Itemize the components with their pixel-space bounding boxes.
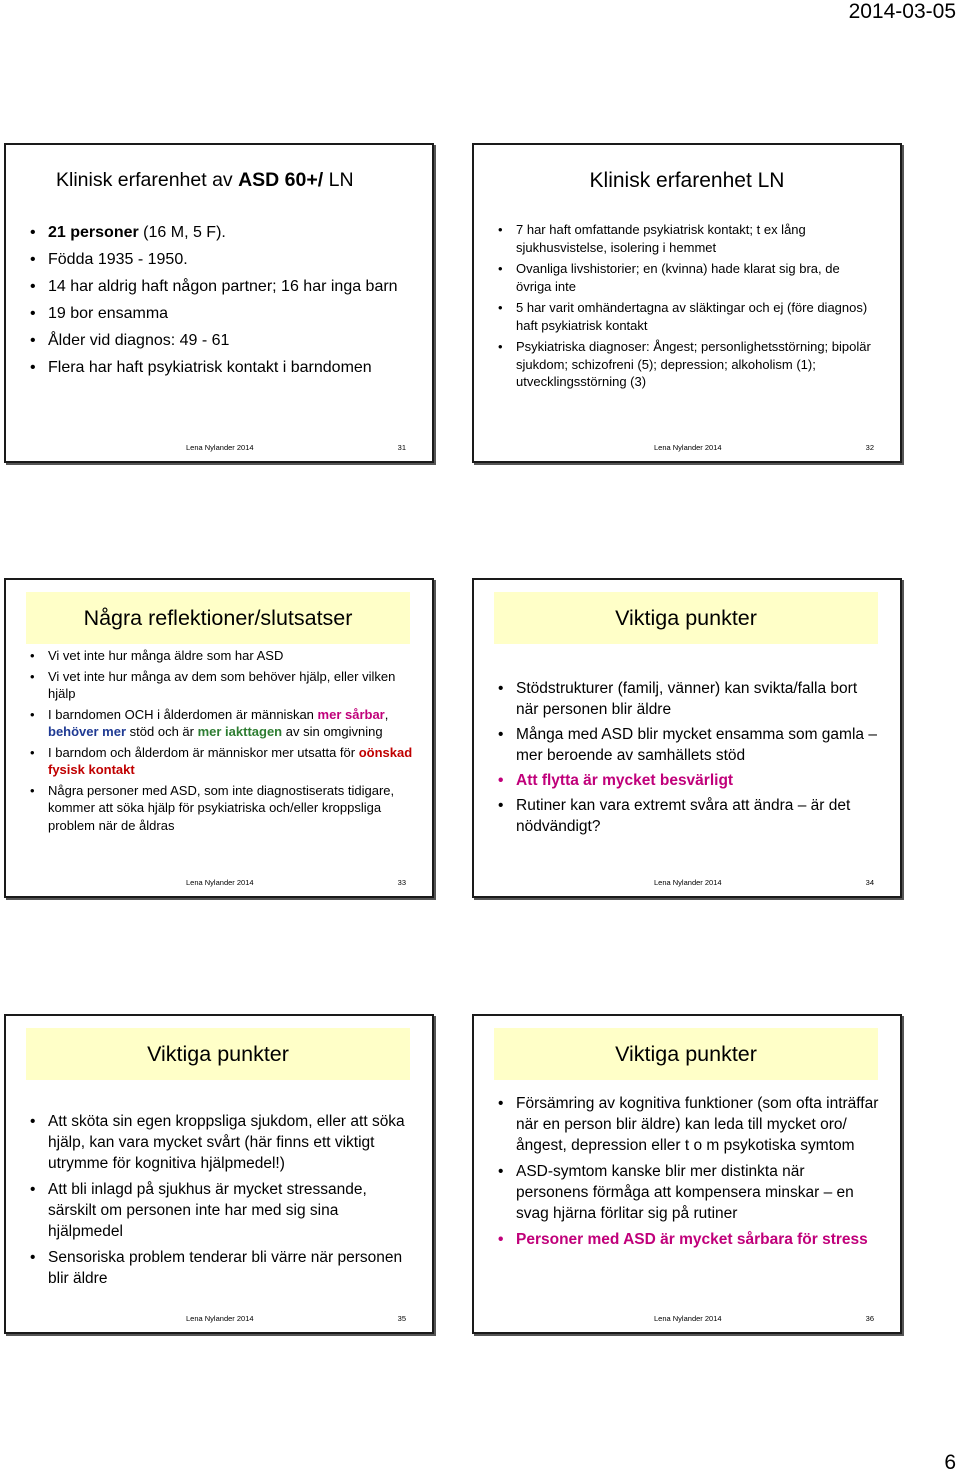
bullet-text: av sin omgivning (282, 724, 383, 739)
bullet-list (28, 1111, 412, 1294)
slide-title: Viktiga punkter (494, 1028, 878, 1080)
slide-32 (472, 143, 902, 463)
bullet-item: • Stödstrukturer (familj, vänner) kan svikta/falla bort när personen blir äldre (496, 678, 880, 720)
slide-number: 35 (397, 1314, 406, 1323)
bullet-item: • Att sköta sin egen kroppsliga sjukdom, eller att söka hjälp, kan vara mycket svårt (här finns ett viktigt utrymme för kognitiva hjälpmedel!) (28, 1111, 412, 1174)
bullet-item (28, 706, 418, 741)
slide-title-part: LN (323, 169, 354, 191)
bullet-item: • ASD-symtom kanske blir mer distinkta när personens förmåga att kompensera minskar – en svag hjärna förlitar sig på rutiner (496, 1161, 880, 1224)
slide-footer-author: Lena Nylander 2014 (186, 1314, 254, 1323)
bullet-item: • Försämring av kognitiva funktioner (som ofta inträffar när en person blir äldre) kan leda till mycket oro/ångest, depression eller t o m psykotiska symtom (496, 1093, 880, 1156)
slide-31 (4, 143, 434, 463)
page-date: 2014-03-05 (848, 0, 956, 23)
page-number: 6 (944, 1451, 956, 1474)
slide-36 (472, 1014, 902, 1334)
highlight-behover-mer: behöver mer (48, 724, 127, 739)
slide-35 (4, 1014, 434, 1334)
bullet-list (496, 221, 876, 395)
bullet-item (28, 744, 418, 779)
slide-number: 32 (865, 443, 874, 452)
bullet-item-highlight: • Personer med ASD är mycket sårbara för stress (496, 1229, 880, 1250)
bullet-item: • Flera har haft psykiatrisk kontakt i barndomen (28, 356, 408, 379)
highlight-mer-sarbar: mer sårbar (317, 706, 385, 722)
bullet-item: • Födda 1935 - 1950. (28, 248, 408, 271)
slide-footer-author: Lena Nylander 2014 (186, 878, 254, 887)
bullet-item: • 7 har haft omfattande psykiatrisk kontakt; t ex lång sjukhusvistelse, isolering i hemmet (496, 221, 876, 256)
slide-title: Några reflektioner/slutsatser (26, 592, 410, 644)
bullet-item: • 5 har varit omhändertagna av släktingar och ej (före diagnos) haft psykiatrisk kontakt (496, 299, 876, 334)
bullet-item: • 14 har aldrig haft någon partner; 16 har inga barn (28, 275, 408, 298)
slide-title: Klinisk erfarenhet LN (589, 169, 785, 192)
bullet-item: • Några personer med ASD, som inte diagnostiserats tidigare, kommer att söka hjälp för psykiatriska och/eller kroppsliga problem när de åldras (28, 782, 418, 835)
bullet-text: , (384, 706, 389, 722)
slide-title-part: Klinisk erfarenhet av (56, 169, 239, 191)
slide-footer-author: Lena Nylander 2014 (654, 443, 722, 452)
bullet-item-highlight: • Att flytta är mycket besvärligt (496, 770, 880, 791)
highlight-oonskad-kontakt: oönskad fysisk kontakt (48, 744, 413, 777)
slide-number: 34 (865, 878, 874, 887)
bullet-item: • Vi vet inte hur många äldre som har ASD (28, 647, 418, 665)
slide-footer-author: Lena Nylander 2014 (186, 443, 254, 452)
slide-33 (4, 578, 434, 898)
bullet-item: • Många med ASD blir mycket ensamma som gamla – mer beroende av samhällets stöd (496, 724, 880, 766)
bullet-list (28, 647, 418, 837)
bullet-item: • Ovanliga livshistorier; en (kvinna) hade klarat sig bra, de övriga inte (496, 260, 876, 295)
bullet-list (496, 1093, 880, 1255)
bullet-list (496, 678, 880, 841)
bullet-item: • Sensoriska problem tenderar bli värre när personen blir äldre (28, 1247, 412, 1289)
bullet-item: • Rutiner kan vara extremt svåra att ändra – är det nödvändigt? (496, 795, 880, 837)
slide-footer-author: Lena Nylander 2014 (654, 1314, 722, 1323)
slide-number: 31 (397, 443, 406, 452)
bullet-item: • Att bli inlagd på sjukhus är mycket stressande, särskilt om personen inte har med sig sina hjälpmedel (28, 1179, 412, 1242)
bullet-item: • Vi vet inte hur många av dem som behöver hjälp, eller vilken hjälp (28, 668, 418, 703)
bullet-item: • Ålder vid diagnos: 49 - 61 (28, 329, 408, 352)
slide-footer-author: Lena Nylander 2014 (654, 878, 722, 887)
bullet-text: (16 M, 5 F). (138, 224, 226, 241)
bullet-text: stöd och är (126, 724, 198, 739)
bullet-bold: 21 personer (48, 224, 139, 241)
slide-title-bold: ASD 60+/ (238, 169, 324, 191)
bullet-item: • Psykiatriska diagnoser: Ångest; personlighetsstörning; bipolär sjukdom; schizofreni (5); depression; alkoholism (1); utvecklingsstörning (3) (496, 338, 876, 391)
slide-title (56, 169, 354, 192)
slide-number: 33 (397, 878, 406, 887)
bullet-item: • 19 bor ensamma (28, 302, 408, 325)
slide-title: Viktiga punkter (494, 592, 878, 644)
slide-title: Viktiga punkter (26, 1028, 410, 1080)
highlight-mer-iakttagen: mer iakttagen (197, 724, 283, 739)
slide-number: 36 (865, 1314, 874, 1323)
bullet-text: I barndom och ålderdom är människor mer utsatta för (48, 744, 359, 760)
bullet-text: I barndomen OCH i ålderdomen är människan (48, 706, 318, 722)
bullet-item (28, 221, 408, 244)
bullet-list (28, 221, 408, 383)
slide-34 (472, 578, 902, 898)
